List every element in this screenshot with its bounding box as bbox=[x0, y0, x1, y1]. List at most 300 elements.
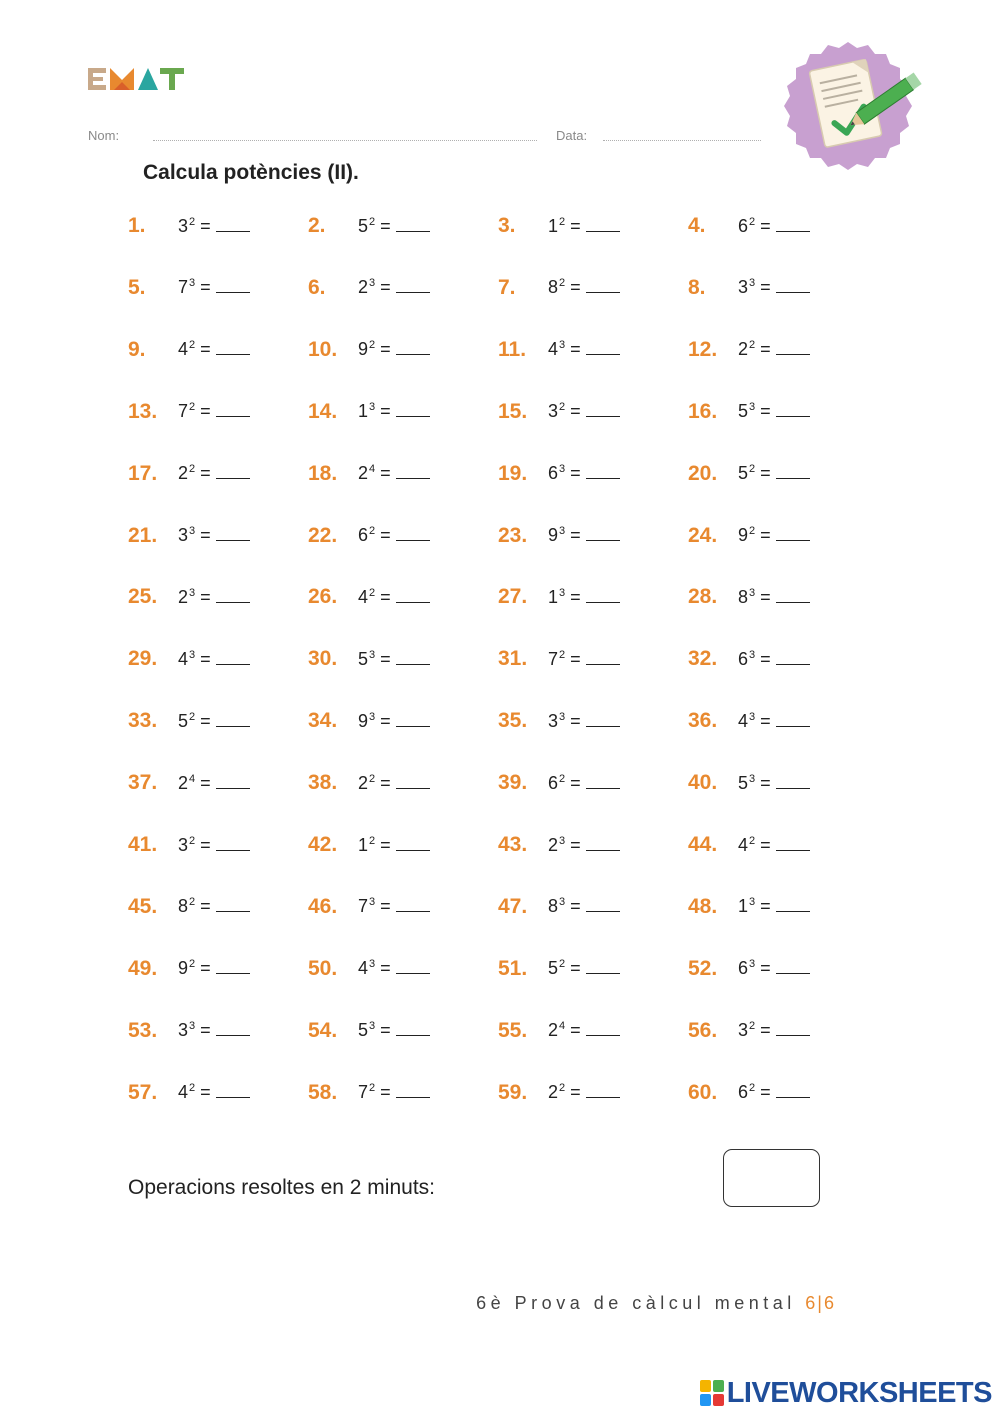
problem-item bbox=[128, 268, 250, 308]
answer-blank[interactable] bbox=[216, 774, 250, 789]
answer-blank[interactable] bbox=[396, 650, 430, 665]
power-base: 5 bbox=[358, 1020, 369, 1041]
problem-number: 45. bbox=[128, 894, 158, 918]
problem-item bbox=[498, 639, 620, 679]
power-exponent: 2 bbox=[559, 772, 566, 785]
page-number: 6|6 bbox=[805, 1293, 836, 1313]
power-expression bbox=[358, 896, 430, 917]
power-base: 1 bbox=[358, 401, 369, 422]
problem-item bbox=[128, 1073, 250, 1113]
answer-blank[interactable] bbox=[216, 402, 250, 417]
equals-sign: = bbox=[760, 710, 771, 731]
answer-blank[interactable] bbox=[586, 278, 620, 293]
problem-item bbox=[498, 330, 620, 370]
problem-number: 44. bbox=[688, 833, 718, 856]
problem-number: 14. bbox=[308, 399, 338, 423]
power-exponent: 2 bbox=[189, 463, 196, 476]
power-expression bbox=[548, 525, 620, 546]
problem-item bbox=[308, 392, 430, 432]
power-base: 4 bbox=[358, 586, 369, 607]
date-field[interactable] bbox=[603, 140, 761, 141]
power-expression bbox=[358, 1082, 430, 1103]
answer-blank[interactable] bbox=[586, 526, 620, 541]
score-label: Operacions resoltes en 2 minuts: bbox=[128, 1176, 435, 1199]
equals-sign: = bbox=[200, 958, 211, 979]
problem-number: 33. bbox=[128, 709, 158, 733]
equals-sign: = bbox=[380, 834, 391, 855]
problem-item bbox=[128, 825, 250, 865]
answer-blank[interactable] bbox=[776, 278, 810, 293]
power-exponent: 2 bbox=[369, 1082, 376, 1095]
problem-number: 19. bbox=[498, 461, 528, 485]
answer-blank[interactable] bbox=[586, 650, 620, 665]
answer-blank[interactable] bbox=[586, 1021, 620, 1036]
answer-blank[interactable] bbox=[776, 712, 810, 727]
equals-sign: = bbox=[380, 710, 391, 731]
power-base: 8 bbox=[738, 586, 749, 607]
problem-number: 58. bbox=[308, 1080, 338, 1104]
problem-item bbox=[498, 887, 620, 927]
problem-item bbox=[688, 268, 810, 308]
score-input-box[interactable] bbox=[723, 1149, 820, 1207]
answer-blank[interactable] bbox=[216, 1021, 250, 1036]
answer-blank[interactable] bbox=[586, 774, 620, 789]
power-exponent: 3 bbox=[369, 958, 376, 971]
power-expression bbox=[548, 587, 620, 608]
problem-item bbox=[128, 330, 250, 370]
power-exponent: 2 bbox=[559, 215, 566, 228]
equals-sign: = bbox=[200, 1082, 211, 1103]
power-expression bbox=[178, 216, 250, 237]
answer-blank[interactable] bbox=[586, 712, 620, 727]
power-exponent: 2 bbox=[559, 277, 566, 290]
answer-blank[interactable] bbox=[216, 897, 250, 912]
problem-item bbox=[688, 516, 810, 556]
equals-sign: = bbox=[760, 896, 771, 917]
problem-number: 60. bbox=[688, 1080, 718, 1104]
problem-number: 47. bbox=[498, 894, 528, 918]
problem-number: 2. bbox=[308, 214, 326, 237]
answer-blank[interactable] bbox=[216, 217, 250, 232]
answer-blank[interactable] bbox=[216, 1083, 250, 1098]
power-expression bbox=[548, 339, 620, 360]
power-exponent: 2 bbox=[189, 896, 196, 909]
answer-blank[interactable] bbox=[396, 774, 430, 789]
power-expression bbox=[358, 525, 430, 546]
answer-blank[interactable] bbox=[776, 1021, 810, 1036]
equals-sign: = bbox=[200, 339, 211, 360]
problem-item bbox=[688, 206, 810, 246]
problem-number: 6. bbox=[308, 275, 326, 299]
power-exponent: 3 bbox=[189, 586, 196, 599]
equals-sign: = bbox=[200, 586, 211, 607]
equals-sign: = bbox=[760, 772, 771, 793]
answer-blank[interactable] bbox=[216, 712, 250, 727]
problem-number: 59. bbox=[498, 1080, 528, 1104]
emat-logo-mark bbox=[88, 66, 188, 92]
equals-sign: = bbox=[570, 215, 581, 236]
problem-number: 48. bbox=[688, 894, 718, 918]
power-expression bbox=[358, 277, 430, 298]
power-expression bbox=[178, 711, 250, 732]
power-base: 1 bbox=[548, 586, 559, 607]
problem-number: 54. bbox=[308, 1018, 338, 1042]
power-base: 2 bbox=[178, 586, 189, 607]
problem-item bbox=[308, 268, 430, 308]
problem-item bbox=[128, 392, 250, 432]
equals-sign: = bbox=[760, 215, 771, 236]
power-base: 3 bbox=[738, 1020, 749, 1041]
answer-blank[interactable] bbox=[396, 1083, 430, 1098]
answer-blank[interactable] bbox=[586, 836, 620, 851]
power-base: 6 bbox=[738, 1082, 749, 1103]
power-exponent: 2 bbox=[189, 401, 196, 414]
equals-sign: = bbox=[570, 463, 581, 484]
power-base: 5 bbox=[738, 772, 749, 793]
problem-item bbox=[498, 825, 620, 865]
power-expression bbox=[548, 216, 620, 237]
equals-sign: = bbox=[760, 339, 771, 360]
answer-blank[interactable] bbox=[776, 959, 810, 974]
power-expression bbox=[178, 587, 250, 608]
power-expression bbox=[738, 216, 810, 237]
answer-blank[interactable] bbox=[776, 402, 810, 417]
problem-item bbox=[308, 206, 430, 246]
equals-sign: = bbox=[570, 958, 581, 979]
power-expression bbox=[358, 587, 430, 608]
problem-number: 17. bbox=[128, 461, 158, 485]
answer-blank[interactable] bbox=[396, 526, 430, 541]
problem-number: 4. bbox=[688, 214, 706, 237]
problem-item bbox=[128, 701, 250, 741]
answer-blank[interactable] bbox=[396, 402, 430, 417]
problem-number: 7. bbox=[498, 275, 516, 299]
power-base: 6 bbox=[358, 525, 369, 545]
answer-blank[interactable] bbox=[396, 959, 430, 974]
power-expression bbox=[738, 1082, 810, 1103]
power-base: 7 bbox=[178, 277, 189, 298]
answer-blank[interactable] bbox=[216, 588, 250, 603]
problem-number: 12. bbox=[688, 337, 718, 361]
equals-sign: = bbox=[380, 525, 391, 545]
power-expression bbox=[178, 835, 250, 856]
problem-number: 15. bbox=[498, 399, 528, 423]
problem-number: 25. bbox=[128, 585, 158, 609]
problem-item bbox=[498, 516, 620, 556]
equals-sign: = bbox=[760, 958, 771, 979]
answer-blank[interactable] bbox=[216, 650, 250, 665]
power-expression bbox=[358, 339, 430, 360]
power-exponent: 3 bbox=[559, 710, 566, 723]
problem-item bbox=[498, 454, 620, 494]
problem-number: 32. bbox=[688, 647, 718, 671]
power-expression bbox=[178, 896, 250, 917]
answer-blank[interactable] bbox=[586, 402, 620, 417]
power-base: 3 bbox=[178, 215, 189, 236]
power-expression bbox=[548, 896, 620, 917]
answer-blank[interactable] bbox=[586, 588, 620, 603]
equals-sign: = bbox=[760, 463, 771, 484]
answer-blank[interactable] bbox=[216, 464, 250, 479]
power-base: 9 bbox=[548, 525, 559, 545]
problem-item bbox=[128, 763, 250, 803]
answer-blank[interactable] bbox=[396, 836, 430, 851]
problem-number: 39. bbox=[498, 771, 528, 795]
power-base: 2 bbox=[178, 463, 189, 484]
equals-sign: = bbox=[200, 401, 211, 422]
problem-item bbox=[128, 454, 250, 494]
problem-item bbox=[688, 1011, 810, 1051]
problem-number: 34. bbox=[308, 709, 338, 733]
power-expression bbox=[738, 773, 810, 794]
power-expression bbox=[178, 1082, 250, 1103]
equals-sign: = bbox=[570, 896, 581, 917]
problem-number: 41. bbox=[128, 833, 158, 856]
answer-blank[interactable] bbox=[216, 836, 250, 851]
emat-logo bbox=[88, 66, 188, 92]
power-base: 8 bbox=[548, 277, 559, 298]
problem-item bbox=[308, 330, 430, 370]
power-expression bbox=[738, 835, 810, 856]
problem-number: 36. bbox=[688, 709, 718, 733]
equals-sign: = bbox=[380, 1082, 391, 1103]
answer-blank[interactable] bbox=[216, 278, 250, 293]
problem-item bbox=[688, 1073, 810, 1113]
power-exponent: 2 bbox=[369, 525, 376, 537]
problem-item bbox=[308, 639, 430, 679]
problem-number: 21. bbox=[128, 523, 158, 547]
problem-number: 24. bbox=[688, 523, 718, 547]
answer-blank[interactable] bbox=[776, 897, 810, 912]
power-expression bbox=[178, 525, 250, 546]
power-expression bbox=[548, 401, 620, 422]
problem-item bbox=[308, 577, 430, 617]
power-exponent: 3 bbox=[369, 710, 376, 723]
problem-item bbox=[688, 454, 810, 494]
power-base: 3 bbox=[178, 834, 189, 855]
watermark-text: LIVEWORKSHEETS bbox=[726, 1376, 992, 1409]
power-expression bbox=[738, 525, 810, 546]
problem-item bbox=[308, 763, 430, 803]
problem-number: 13. bbox=[128, 399, 158, 423]
answer-blank[interactable] bbox=[586, 217, 620, 232]
problem-number: 10. bbox=[308, 337, 338, 361]
answer-blank[interactable] bbox=[776, 1083, 810, 1098]
problem-item bbox=[308, 454, 430, 494]
answer-blank[interactable] bbox=[586, 1083, 620, 1098]
problem-number: 31. bbox=[498, 647, 528, 671]
footer-text: 6è Prova de càlcul mental bbox=[476, 1293, 796, 1313]
problem-item bbox=[308, 949, 430, 989]
power-exponent: 3 bbox=[749, 277, 756, 290]
power-expression bbox=[738, 463, 810, 484]
equals-sign: = bbox=[380, 339, 391, 360]
power-exponent: 4 bbox=[189, 772, 196, 785]
power-exponent: 2 bbox=[369, 834, 376, 847]
power-base: 4 bbox=[178, 1082, 189, 1103]
power-exponent: 2 bbox=[749, 339, 756, 352]
power-expression bbox=[178, 649, 250, 670]
answer-blank[interactable] bbox=[396, 588, 430, 603]
power-exponent: 2 bbox=[559, 1082, 566, 1095]
answer-blank[interactable] bbox=[776, 588, 810, 603]
power-exponent: 2 bbox=[189, 1082, 196, 1095]
problem-item bbox=[308, 516, 430, 556]
power-exponent: 3 bbox=[749, 958, 756, 971]
power-base: 5 bbox=[178, 710, 189, 731]
power-expression bbox=[548, 277, 620, 298]
equals-sign: = bbox=[760, 1082, 771, 1103]
equals-sign: = bbox=[570, 277, 581, 298]
power-expression bbox=[548, 649, 620, 670]
equals-sign: = bbox=[380, 958, 391, 979]
answer-blank[interactable] bbox=[586, 340, 620, 355]
power-exponent: 4 bbox=[559, 1020, 566, 1033]
problem-item bbox=[128, 1011, 250, 1051]
answer-blank[interactable] bbox=[396, 278, 430, 293]
power-base: 6 bbox=[738, 648, 749, 669]
problem-item bbox=[498, 1073, 620, 1113]
power-exponent: 4 bbox=[369, 463, 376, 476]
problem-number: 18. bbox=[308, 461, 338, 485]
equals-sign: = bbox=[570, 710, 581, 731]
power-base: 5 bbox=[358, 648, 369, 669]
power-base: 6 bbox=[738, 215, 749, 236]
power-base: 9 bbox=[178, 958, 189, 979]
problem-item bbox=[308, 887, 430, 927]
power-exponent: 3 bbox=[559, 834, 566, 847]
answer-blank[interactable] bbox=[396, 897, 430, 912]
answer-blank[interactable] bbox=[396, 217, 430, 232]
equals-sign: = bbox=[380, 1020, 391, 1041]
answer-blank[interactable] bbox=[776, 340, 810, 355]
equals-sign: = bbox=[570, 525, 581, 545]
problem-number: 11. bbox=[498, 337, 527, 361]
answer-blank[interactable] bbox=[216, 340, 250, 355]
answer-blank[interactable] bbox=[396, 340, 430, 355]
liveworksheets-icon bbox=[700, 1380, 724, 1406]
answer-blank[interactable] bbox=[776, 526, 810, 541]
equals-sign: = bbox=[380, 896, 391, 917]
equals-sign: = bbox=[570, 339, 581, 360]
problem-item bbox=[128, 516, 250, 556]
power-base: 7 bbox=[178, 401, 189, 422]
answer-blank[interactable] bbox=[776, 217, 810, 232]
power-expression bbox=[178, 773, 250, 794]
problem-number: 20. bbox=[688, 461, 718, 485]
power-base: 2 bbox=[548, 1082, 559, 1103]
power-exponent: 3 bbox=[749, 772, 756, 785]
problem-item bbox=[498, 268, 620, 308]
equals-sign: = bbox=[200, 772, 211, 793]
problem-number: 9. bbox=[128, 337, 146, 361]
answer-blank[interactable] bbox=[216, 526, 250, 541]
equals-sign: = bbox=[200, 215, 211, 236]
equals-sign: = bbox=[570, 586, 581, 607]
power-exponent: 3 bbox=[749, 896, 756, 909]
problem-item bbox=[688, 639, 810, 679]
power-exponent: 3 bbox=[369, 896, 376, 909]
problem-number: 22. bbox=[308, 523, 338, 547]
answer-blank[interactable] bbox=[776, 774, 810, 789]
problem-item bbox=[688, 330, 810, 370]
equals-sign: = bbox=[200, 896, 211, 917]
problem-number: 28. bbox=[688, 585, 718, 609]
power-base: 6 bbox=[548, 772, 559, 793]
power-base: 4 bbox=[738, 834, 749, 855]
power-exponent: 2 bbox=[749, 1082, 756, 1095]
problem-item bbox=[498, 206, 620, 246]
power-base: 9 bbox=[738, 525, 749, 545]
answer-blank[interactable] bbox=[216, 959, 250, 974]
answer-blank[interactable] bbox=[586, 464, 620, 479]
power-expression bbox=[358, 463, 430, 484]
answer-blank[interactable] bbox=[396, 712, 430, 727]
power-exponent: 3 bbox=[559, 339, 566, 352]
problem-number: 26. bbox=[308, 585, 338, 609]
liveworksheets-watermark bbox=[700, 1376, 992, 1410]
equals-sign: = bbox=[570, 401, 581, 422]
power-expression bbox=[358, 401, 430, 422]
equals-sign: = bbox=[200, 834, 211, 855]
power-exponent: 3 bbox=[189, 525, 196, 537]
power-base: 2 bbox=[358, 463, 369, 484]
name-field[interactable] bbox=[153, 140, 537, 141]
answer-blank[interactable] bbox=[776, 836, 810, 851]
problem-item bbox=[128, 639, 250, 679]
answer-blank[interactable] bbox=[586, 897, 620, 912]
problem-number: 53. bbox=[128, 1018, 158, 1042]
problem-item bbox=[498, 949, 620, 989]
equals-sign: = bbox=[760, 648, 771, 669]
problem-number: 16. bbox=[688, 399, 718, 423]
problem-item bbox=[688, 763, 810, 803]
answer-blank[interactable] bbox=[586, 959, 620, 974]
problem-item bbox=[688, 392, 810, 432]
problem-item bbox=[308, 1073, 430, 1113]
power-base: 1 bbox=[738, 896, 749, 917]
power-expression bbox=[738, 896, 810, 917]
power-base: 6 bbox=[548, 463, 559, 484]
footer bbox=[476, 1293, 836, 1314]
problem-number: 1. bbox=[128, 214, 146, 237]
answer-blank[interactable] bbox=[396, 1021, 430, 1036]
power-expression bbox=[358, 711, 430, 732]
equals-sign: = bbox=[760, 401, 771, 422]
equals-sign: = bbox=[380, 586, 391, 607]
power-expression bbox=[548, 463, 620, 484]
answer-blank[interactable] bbox=[776, 464, 810, 479]
power-expression bbox=[738, 958, 810, 979]
problem-item bbox=[688, 701, 810, 741]
power-expression bbox=[738, 649, 810, 670]
power-exponent: 2 bbox=[189, 339, 196, 352]
answer-blank[interactable] bbox=[776, 650, 810, 665]
problem-number: 8. bbox=[688, 275, 706, 299]
power-exponent: 3 bbox=[189, 277, 196, 290]
date-label: Data: bbox=[556, 128, 588, 143]
equals-sign: = bbox=[380, 648, 391, 669]
problem-item bbox=[308, 1011, 430, 1051]
problem-number: 55. bbox=[498, 1018, 528, 1042]
problem-number: 42. bbox=[308, 833, 338, 856]
equals-sign: = bbox=[760, 834, 771, 855]
power-base: 2 bbox=[738, 339, 749, 360]
answer-blank[interactable] bbox=[396, 464, 430, 479]
problem-item bbox=[128, 887, 250, 927]
problem-number: 27. bbox=[498, 585, 528, 609]
problem-number: 52. bbox=[688, 956, 718, 980]
